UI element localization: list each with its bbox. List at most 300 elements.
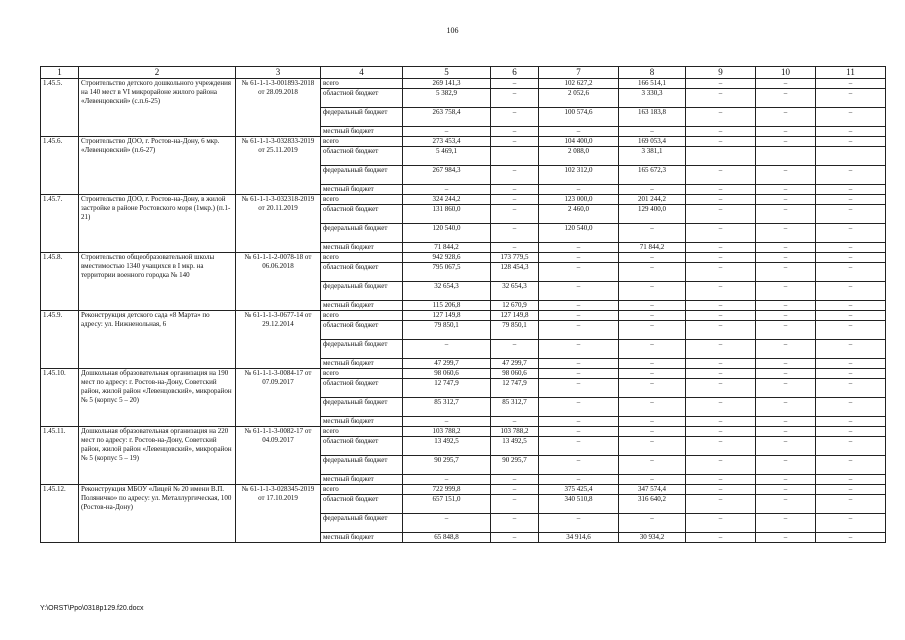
value-cell: –	[403, 340, 491, 359]
value-cell: –	[619, 475, 686, 485]
value-cell: –	[686, 243, 756, 253]
col-header-3: 3	[236, 67, 321, 79]
value-cell: –	[686, 166, 756, 185]
value-cell: –	[619, 340, 686, 359]
value-cell: –	[619, 359, 686, 369]
value-cell: –	[686, 369, 756, 379]
value-cell: 5 382,9	[403, 89, 491, 108]
value-cell: –	[756, 398, 816, 417]
value-cell: –	[539, 253, 619, 263]
value-cell: 65 848,8	[403, 533, 491, 543]
value-cell: –	[619, 127, 686, 137]
value-cell: 71 844,2	[619, 243, 686, 253]
value-cell: –	[756, 89, 816, 108]
value-cell: –	[816, 514, 886, 533]
funding-source: местный бюджет	[321, 475, 403, 485]
value-cell: –	[686, 282, 756, 301]
value-cell: 103 788,2	[491, 427, 539, 437]
value-cell: –	[539, 514, 619, 533]
value-cell: 13 492,5	[403, 437, 491, 456]
value-cell: 71 844,2	[403, 243, 491, 253]
value-cell: 79 850,1	[491, 321, 539, 340]
funding-source: всего	[321, 311, 403, 321]
value-cell: 173 779,5	[491, 253, 539, 263]
table-row	[41, 137, 886, 147]
item-number: 1.45.12.	[41, 485, 79, 543]
value-cell: –	[491, 166, 539, 185]
funding-source: всего	[321, 369, 403, 379]
col-header-6: 6	[491, 67, 539, 79]
value-cell: 129 400,0	[619, 205, 686, 224]
value-cell: –	[539, 475, 619, 485]
value-cell: –	[539, 282, 619, 301]
value-cell: –	[816, 79, 886, 89]
value-cell: –	[816, 301, 886, 311]
value-cell: 127 149,8	[403, 311, 491, 321]
value-cell: –	[756, 253, 816, 263]
funding-source: федеральный бюджет	[321, 282, 403, 301]
value-cell: 795 067,5	[403, 263, 491, 282]
value-cell: 47 299,7	[491, 359, 539, 369]
value-cell: 13 492,5	[491, 437, 539, 456]
value-cell: 324 244,2	[403, 195, 491, 205]
value-cell: –	[756, 301, 816, 311]
value-cell: 120 540,0	[539, 224, 619, 243]
value-cell: –	[816, 475, 886, 485]
value-cell: –	[816, 205, 886, 224]
value-cell: –	[756, 108, 816, 127]
value-cell: –	[816, 166, 886, 185]
funding-source: всего	[321, 79, 403, 89]
item-number: 1.45.7.	[41, 195, 79, 253]
value-cell: –	[756, 456, 816, 475]
value-cell: –	[756, 359, 816, 369]
value-cell: 34 914,6	[539, 533, 619, 543]
value-cell: 131 860,0	[403, 205, 491, 224]
value-cell: –	[619, 301, 686, 311]
budget-table	[40, 66, 886, 543]
value-cell: –	[491, 514, 539, 533]
value-cell: 104 400,0	[539, 137, 619, 147]
value-cell: –	[539, 417, 619, 427]
funding-source: областной бюджет	[321, 89, 403, 108]
value-cell: 169 053,4	[619, 137, 686, 147]
value-cell: –	[539, 263, 619, 282]
value-cell: –	[491, 137, 539, 147]
value-cell: 79 850,1	[403, 321, 491, 340]
value-cell: 166 514,1	[619, 79, 686, 89]
value-cell: –	[686, 427, 756, 437]
value-cell: –	[491, 127, 539, 137]
value-cell: –	[756, 243, 816, 253]
value-cell: –	[816, 195, 886, 205]
value-cell: 12 670,9	[491, 301, 539, 311]
value-cell	[491, 147, 539, 166]
value-cell: 263 758,4	[403, 108, 491, 127]
value-cell: –	[816, 417, 886, 427]
value-cell: –	[619, 321, 686, 340]
value-cell: 32 654,3	[403, 282, 491, 301]
funding-source: областной бюджет	[321, 263, 403, 282]
funding-source: областной бюджет	[321, 379, 403, 398]
value-cell: –	[756, 224, 816, 243]
value-cell: 5 469,1	[403, 147, 491, 166]
value-cell: –	[686, 321, 756, 340]
value-cell: –	[756, 495, 816, 514]
value-cell: 340 510,8	[539, 495, 619, 514]
value-cell: 98 060,6	[403, 369, 491, 379]
registration-number: № 61-1-1-3-032318-2019 от 20.11.2019	[236, 195, 321, 253]
value-cell: 102 627,2	[539, 79, 619, 89]
col-header-9: 9	[686, 67, 756, 79]
value-cell: –	[816, 437, 886, 456]
value-cell	[756, 147, 816, 166]
value-cell: –	[403, 514, 491, 533]
value-cell: –	[491, 243, 539, 253]
value-cell: –	[491, 340, 539, 359]
value-cell: –	[686, 205, 756, 224]
value-cell: –	[686, 495, 756, 514]
value-cell: –	[491, 205, 539, 224]
registration-number: № 61-1-1-3-0677-14 от 29.12.2014	[236, 311, 321, 369]
value-cell: –	[816, 533, 886, 543]
table-row	[41, 311, 886, 321]
value-cell: –	[816, 398, 886, 417]
value-cell: –	[686, 301, 756, 311]
value-cell: 47 299,7	[403, 359, 491, 369]
funding-source: областной бюджет	[321, 495, 403, 514]
value-cell: –	[686, 437, 756, 456]
value-cell: –	[756, 514, 816, 533]
value-cell: –	[539, 427, 619, 437]
value-cell: –	[491, 79, 539, 89]
value-cell: 115 206,8	[403, 301, 491, 311]
value-cell: –	[816, 340, 886, 359]
value-cell: –	[816, 253, 886, 263]
value-cell: 269 141,3	[403, 79, 491, 89]
value-cell: –	[539, 379, 619, 398]
registration-number: № 61-1-1-3-0082-17 от 04.09.2017	[236, 427, 321, 485]
funding-source: местный бюджет	[321, 301, 403, 311]
value-cell: –	[686, 127, 756, 137]
funding-source: местный бюджет	[321, 417, 403, 427]
value-cell: –	[756, 185, 816, 195]
value-cell: 3 381,1	[619, 147, 686, 166]
value-cell: –	[686, 253, 756, 263]
item-number: 1.45.9.	[41, 311, 79, 369]
funding-source: федеральный бюджет	[321, 224, 403, 243]
value-cell	[816, 147, 886, 166]
value-cell: –	[539, 127, 619, 137]
value-cell: –	[756, 340, 816, 359]
funding-source: местный бюджет	[321, 359, 403, 369]
value-cell: –	[619, 417, 686, 427]
value-cell: –	[686, 417, 756, 427]
value-cell: –	[816, 427, 886, 437]
item-number: 1.45.5.	[41, 79, 79, 137]
value-cell: 3 330,3	[619, 89, 686, 108]
value-cell: –	[403, 127, 491, 137]
value-cell: 267 984,3	[403, 166, 491, 185]
item-name: Строительство детского дошкольного учреждения на 140 мест в VI микрорайоне жилого района «Левенцовский» (с.п.6-25)	[79, 79, 236, 137]
value-cell: –	[686, 398, 756, 417]
item-number: 1.45.11.	[41, 427, 79, 485]
value-cell: –	[619, 253, 686, 263]
value-cell: –	[686, 379, 756, 398]
value-cell: 123 000,0	[539, 195, 619, 205]
value-cell: –	[756, 166, 816, 185]
col-header-10: 10	[756, 67, 816, 79]
value-cell: –	[491, 224, 539, 243]
value-cell: –	[756, 417, 816, 427]
value-cell: –	[816, 495, 886, 514]
item-name: Дошкольная образовательная организация на 190 мест по адресу: г. Ростов-на-Дону, Советский район, жилой район «Левенцовский», микрорайон № 5 (корпус 5 – 20)	[79, 369, 236, 427]
value-cell: 127 149,8	[491, 311, 539, 321]
value-cell: –	[539, 359, 619, 369]
value-cell: –	[816, 282, 886, 301]
value-cell: –	[491, 475, 539, 485]
value-cell: –	[403, 185, 491, 195]
value-cell: –	[686, 311, 756, 321]
value-cell: –	[816, 185, 886, 195]
funding-source: всего	[321, 253, 403, 263]
funding-source: всего	[321, 485, 403, 495]
table-body	[41, 79, 886, 543]
funding-source: областной бюджет	[321, 205, 403, 224]
value-cell: 657 151,0	[403, 495, 491, 514]
value-cell: –	[491, 195, 539, 205]
value-cell: –	[686, 108, 756, 127]
value-cell: –	[539, 301, 619, 311]
value-cell: –	[686, 137, 756, 147]
value-cell: 2 052,6	[539, 89, 619, 108]
value-cell: –	[756, 205, 816, 224]
value-cell: –	[816, 359, 886, 369]
value-cell: –	[686, 514, 756, 533]
value-cell: –	[686, 195, 756, 205]
value-cell: –	[756, 137, 816, 147]
value-cell: –	[756, 79, 816, 89]
item-name: Строительство ДОО, г. Ростов-на-Дону, 6 мкр. «Левенцовский» (п.6-27)	[79, 137, 236, 195]
value-cell: –	[539, 398, 619, 417]
col-header-2: 2	[79, 67, 236, 79]
value-cell: –	[491, 185, 539, 195]
value-cell: –	[816, 321, 886, 340]
value-cell: –	[491, 485, 539, 495]
funding-source: федеральный бюджет	[321, 456, 403, 475]
item-number: 1.45.6.	[41, 137, 79, 195]
value-cell: 85 312,7	[403, 398, 491, 417]
table-row	[41, 79, 886, 89]
value-cell: 102 312,0	[539, 166, 619, 185]
funding-source: местный бюджет	[321, 127, 403, 137]
value-cell: 2 088,0	[539, 147, 619, 166]
value-cell: –	[816, 89, 886, 108]
funding-source: федеральный бюджет	[321, 514, 403, 533]
value-cell: 12 747,9	[491, 379, 539, 398]
value-cell: –	[816, 224, 886, 243]
value-cell: 942 928,6	[403, 253, 491, 263]
value-cell: –	[686, 485, 756, 495]
value-cell: 85 312,7	[491, 398, 539, 417]
value-cell: 30 934,2	[619, 533, 686, 543]
value-cell: –	[539, 437, 619, 456]
registration-number: № 61-1-1-3-0084-17 от 07.09.2017	[236, 369, 321, 427]
funding-source: всего	[321, 195, 403, 205]
value-cell: –	[619, 185, 686, 195]
value-cell: –	[619, 514, 686, 533]
value-cell: –	[686, 79, 756, 89]
value-cell: –	[686, 533, 756, 543]
value-cell: –	[619, 379, 686, 398]
value-cell: –	[619, 456, 686, 475]
value-cell: –	[491, 89, 539, 108]
value-cell: 90 295,7	[491, 456, 539, 475]
value-cell	[686, 147, 756, 166]
value-cell: –	[686, 224, 756, 243]
value-cell: –	[539, 311, 619, 321]
value-cell: –	[816, 456, 886, 475]
value-cell: –	[539, 340, 619, 359]
value-cell: –	[756, 321, 816, 340]
file-path-footer: Y:\ORST\Ppo\0318p129.f20.docx	[40, 605, 144, 612]
value-cell: –	[686, 89, 756, 108]
col-header-1: 1	[41, 67, 79, 79]
item-name: Реконструкция детского сада «8 Марта» по адресу: ул. Нижненольная, 6	[79, 311, 236, 369]
registration-number: № 61-1-1-3-032833-2019 от 25.11.2019	[236, 137, 321, 195]
value-cell: –	[816, 379, 886, 398]
value-cell: 120 540,0	[403, 224, 491, 243]
funding-source: областной бюджет	[321, 437, 403, 456]
value-cell: 90 295,7	[403, 456, 491, 475]
value-cell: –	[619, 437, 686, 456]
funding-source: областной бюджет	[321, 321, 403, 340]
value-cell: –	[539, 369, 619, 379]
value-cell: 347 574,4	[619, 485, 686, 495]
value-cell: 165 672,3	[619, 166, 686, 185]
value-cell: –	[619, 282, 686, 301]
value-cell: –	[756, 369, 816, 379]
value-cell: –	[756, 282, 816, 301]
funding-source: местный бюджет	[321, 243, 403, 253]
funding-source: федеральный бюджет	[321, 108, 403, 127]
value-cell: –	[686, 185, 756, 195]
value-cell: –	[816, 369, 886, 379]
col-header-4: 4	[321, 67, 403, 79]
table-row	[41, 195, 886, 205]
value-cell: –	[686, 475, 756, 485]
value-cell: 375 425,4	[539, 485, 619, 495]
registration-number: № 61-1-1-3-001893-2018 от 28.09.2018	[236, 79, 321, 137]
value-cell: 98 060,6	[491, 369, 539, 379]
value-cell: –	[816, 127, 886, 137]
value-cell: –	[539, 456, 619, 475]
value-cell: –	[756, 195, 816, 205]
value-cell: 316 640,2	[619, 495, 686, 514]
funding-source: федеральный бюджет	[321, 166, 403, 185]
value-cell: 163 183,8	[619, 108, 686, 127]
funding-source: всего	[321, 137, 403, 147]
value-cell: –	[756, 475, 816, 485]
page-number: 106	[446, 26, 459, 35]
value-cell: –	[619, 311, 686, 321]
funding-source: местный бюджет	[321, 185, 403, 195]
value-cell: –	[403, 417, 491, 427]
item-number: 1.45.10.	[41, 369, 79, 427]
funding-source: всего	[321, 427, 403, 437]
funding-source: федеральный бюджет	[321, 340, 403, 359]
value-cell: –	[619, 224, 686, 243]
col-header-8: 8	[619, 67, 686, 79]
value-cell: –	[686, 359, 756, 369]
value-cell: 273 453,4	[403, 137, 491, 147]
value-cell: –	[756, 533, 816, 543]
value-cell: –	[539, 185, 619, 195]
value-cell: –	[816, 137, 886, 147]
value-cell: –	[756, 127, 816, 137]
value-cell: –	[491, 417, 539, 427]
value-cell: –	[756, 263, 816, 282]
value-cell: –	[816, 243, 886, 253]
value-cell: –	[619, 398, 686, 417]
value-cell: 12 747,9	[403, 379, 491, 398]
value-cell: 722 999,8	[403, 485, 491, 495]
table-row	[41, 253, 886, 263]
value-cell: –	[756, 379, 816, 398]
value-cell: –	[539, 243, 619, 253]
col-header-7: 7	[539, 67, 619, 79]
value-cell: –	[539, 321, 619, 340]
value-cell: –	[686, 456, 756, 475]
value-cell: 100 574,6	[539, 108, 619, 127]
col-header-11: 11	[816, 67, 886, 79]
registration-number: № 61-1-1-3-028345-2019 от 17.10.2019	[236, 485, 321, 543]
value-cell: –	[619, 369, 686, 379]
value-cell: –	[756, 427, 816, 437]
table-row	[41, 427, 886, 437]
value-cell: 201 244,2	[619, 195, 686, 205]
value-cell: –	[816, 108, 886, 127]
funding-source: местный бюджет	[321, 533, 403, 543]
value-cell: 103 788,2	[403, 427, 491, 437]
value-cell: –	[619, 427, 686, 437]
value-cell: 2 460,0	[539, 205, 619, 224]
value-cell: –	[686, 340, 756, 359]
col-header-5: 5	[403, 67, 491, 79]
value-cell: –	[403, 475, 491, 485]
value-cell: 128 454,3	[491, 263, 539, 282]
table-row	[41, 369, 886, 379]
value-cell: –	[491, 108, 539, 127]
value-cell: –	[686, 263, 756, 282]
item-name: Дошкольная образовательная организация на 220 мест по адресу: г. Ростов-на-Дону, Советский район, жилой район «Левенцовский», микрорайон № 5 (корпус 5 – 19)	[79, 427, 236, 485]
item-name: Реконструкция МБОУ «Лицей № 20 имени В.П. Поляничко» по адресу: ул. Металлургическая, 100 (Ростов-на-Дону)	[79, 485, 236, 543]
value-cell: 32 654,3	[491, 282, 539, 301]
value-cell: –	[756, 485, 816, 495]
item-name: Строительство ДОО, г. Ростов-на-Дону, в жилой застройке в районе Ростовского моря (1мкр.) (п.1-21)	[79, 195, 236, 253]
item-number: 1.45.8.	[41, 253, 79, 311]
value-cell: –	[816, 263, 886, 282]
registration-number: № 61-1-1-2-0078-18 от 06.06.2018	[236, 253, 321, 311]
value-cell: –	[619, 263, 686, 282]
value-cell: –	[491, 495, 539, 514]
item-name: Строительство общеобразовательной школы вместимостью 1340 учащихся в I мкр. на территории военного городка № 140	[79, 253, 236, 311]
table-row	[41, 485, 886, 495]
value-cell: –	[491, 533, 539, 543]
funding-source: областной бюджет	[321, 147, 403, 166]
header-row	[41, 67, 886, 79]
funding-source: федеральный бюджет	[321, 398, 403, 417]
